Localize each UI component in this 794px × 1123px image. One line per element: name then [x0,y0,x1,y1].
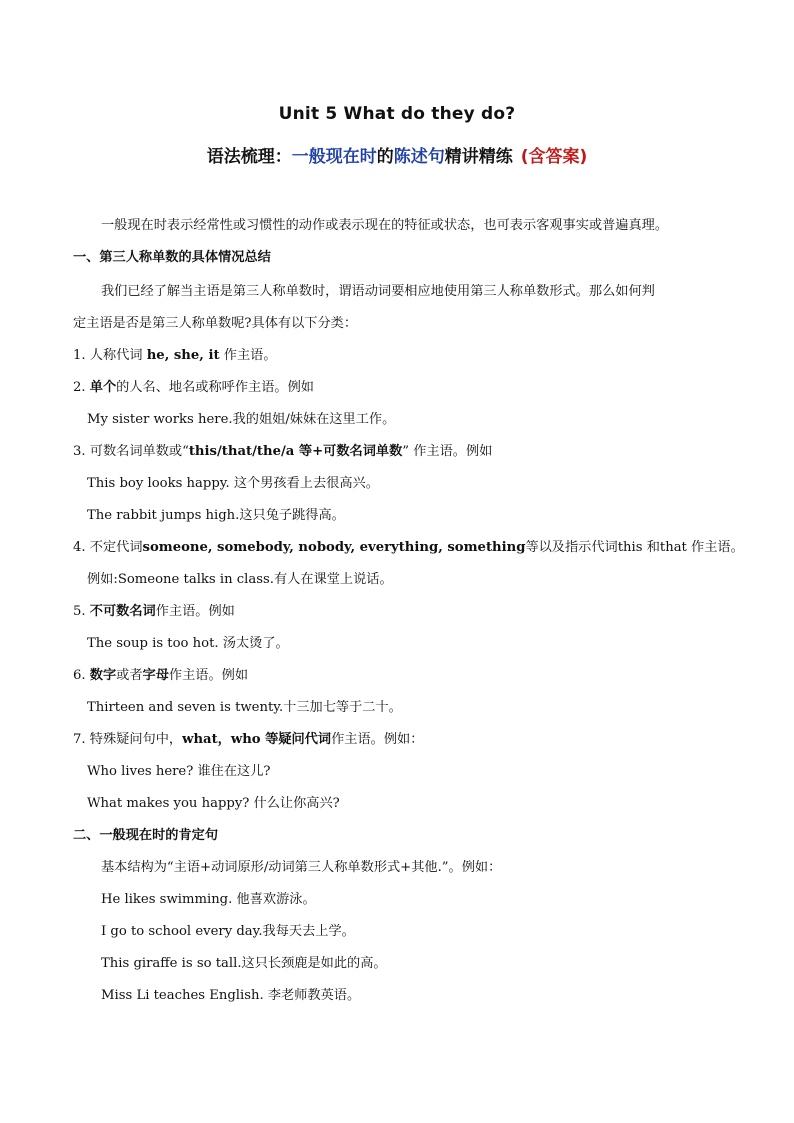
item-2-lead: 2. [73,380,90,395]
section1-heading: 一、第三人称单数的具体情况总结 [73,250,271,265]
item-1-tail: 作主语。 [219,348,277,363]
item-3-example-2: The rabbit jumps high.这只兔子跳得高。 [87,508,345,523]
item-7-example-1: Who lives here? 谁住在这儿? [87,764,271,779]
section2-example-4: Miss Li teaches English. 李老师教英语。 [101,988,361,1003]
item-6-lead: 6. [73,668,90,683]
item-5-example-1: The soup is too hot. 汤太烫了。 [87,636,289,651]
item-3 [73,442,492,462]
item-4-tail: 等以及指示代词this 和that 作主语。 [525,540,744,555]
item-1-bold: he, she, it [146,348,220,363]
page-title: Unit 5 What do they do? [278,104,516,124]
item-6-middle: 或者 [116,668,143,683]
item-3-bold: this/that/the/a 等+可数名词单数 [188,444,403,459]
item-7-bold: what，who 等疑问代词 [182,732,332,747]
item-6-bold-1: 数字 [89,668,117,683]
section2-example-1: He likes swimming. 他喜欢游泳。 [101,892,316,907]
item-1-lead: 1. 人称代词 [73,348,147,363]
item-4-bold: someone, somebody, nobody, everything, something [142,540,526,555]
item-5 [73,602,235,622]
item-6-example-1: Thirteen and seven is twenty.十三加七等于二十。 [87,700,402,715]
subtitle-answer-note: (含答案) [520,147,588,167]
item-5-lead: 5. [73,604,90,619]
item-7-example-2: What makes you happy? 什么让你高兴? [87,796,340,811]
section2-example-2: I go to school every day.我每天去上学。 [101,924,355,939]
section1-para-line2: 定主语是否是第三人称单数呢?具体有以下分类： [73,316,358,331]
item-6-bold-2: 字母 [142,668,169,683]
section2-structure: 基本结构为“主语+动词原形/动词第三人称单数形式+其他.”。例如： [101,860,502,875]
item-3-lead: 3. 可数名词单数或“ [73,444,189,459]
item-6-tail: 作主语。例如 [168,668,249,683]
item-7-lead: 7. 特殊疑问句中， [73,732,183,747]
section1-para-line1: 我们已经了解当主语是第三人称单数时，谓语动词要相应地使用第三人称单数形式。那么如何判 [101,284,655,299]
item-4-lead: 4. 不定代词 [73,540,143,555]
section2-example-3: This giraffe is so tall.这只长颈鹿是如此的高。 [101,956,387,971]
item-7-tail: 作主语。例如： [331,732,424,747]
subtitle-part-2: 一般现在时 [291,147,377,167]
item-4 [73,538,744,558]
page-subtitle [0,142,794,167]
subtitle-part-3: 的 [376,147,394,167]
item-1 [73,346,277,366]
item-3-tail: ” 作主语。例如 [402,444,493,459]
item-5-bold: 不可数名词 [89,604,156,619]
subtitle-part-5: 精讲精练 [444,147,513,167]
item-5-tail: 作主语。例如 [155,604,235,619]
intro-paragraph: 一般现在时表示经常性或习惯性的动作或表示现在的特征或状态，也可表示客观事实或普遍真理。 [101,218,669,233]
section2-heading: 二、一般现在时的肯定句 [73,828,219,843]
item-2-example-1: My sister works here.我的姐姐/妹妹在这里工作。 [87,412,396,427]
subtitle-part-1: 语法梳理： [206,147,292,167]
item-4-example-1: 例如:Someone talks in class.有人在课堂上说话。 [87,572,393,587]
item-2 [73,378,314,398]
subtitle-part-4: 陈述句 [393,147,445,167]
item-3-example-1: This boy looks happy. 这个男孩看上去很高兴。 [87,476,379,491]
item-7 [73,730,423,750]
item-2-bold: 单个 [89,380,117,395]
item-6 [73,666,248,686]
item-2-tail: 的人名、地名或称呼作主语。例如 [116,380,314,395]
